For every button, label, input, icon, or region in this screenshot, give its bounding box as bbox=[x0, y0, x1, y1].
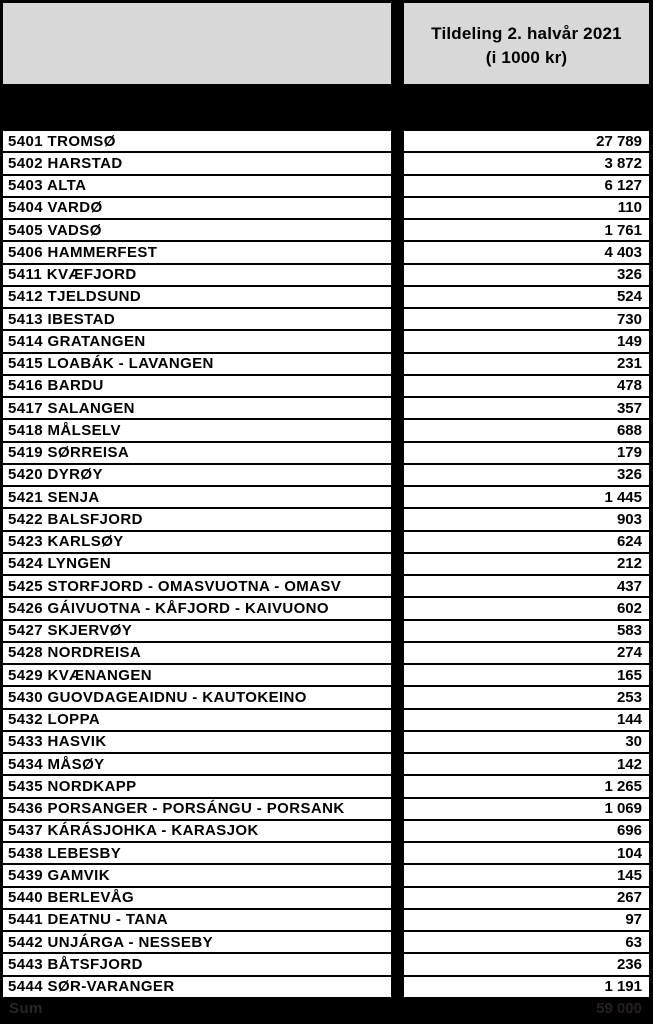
header-value-cell bbox=[404, 3, 649, 84]
value-cell: 1 761 bbox=[404, 220, 649, 240]
value-cell: 602 bbox=[404, 598, 649, 618]
column-divider bbox=[391, 532, 404, 552]
column-divider bbox=[391, 487, 404, 507]
column-divider bbox=[391, 398, 404, 418]
value-cell: 63 bbox=[404, 932, 649, 952]
table-row bbox=[3, 776, 649, 798]
municipality-cell: 5441 DEATNU - TANA bbox=[3, 910, 391, 930]
table-row bbox=[3, 509, 649, 531]
municipality-cell: 5429 KVÆNANGEN bbox=[3, 665, 391, 685]
table-row bbox=[3, 821, 649, 843]
municipality-cell: 5415 LOABÁK - LAVANGEN bbox=[3, 354, 391, 374]
table-row bbox=[3, 910, 649, 932]
separator-band bbox=[3, 84, 649, 131]
municipality-cell: 5427 SKJERVØY bbox=[3, 621, 391, 641]
municipality-cell: 5418 MÅLSELV bbox=[3, 420, 391, 440]
municipality-cell: 5413 IBESTAD bbox=[3, 309, 391, 329]
column-divider bbox=[391, 865, 404, 885]
column-divider bbox=[391, 309, 404, 329]
table-row bbox=[3, 398, 649, 420]
table-row bbox=[3, 487, 649, 509]
value-cell: 326 bbox=[404, 465, 649, 485]
table-row bbox=[3, 977, 649, 997]
municipality-cell: 5444 SØR-VARANGER bbox=[3, 977, 391, 997]
value-cell: 583 bbox=[404, 621, 649, 641]
column-divider bbox=[391, 198, 404, 218]
municipality-cell: 5442 UNJÁRGA - NESSEBY bbox=[3, 932, 391, 952]
column-divider bbox=[391, 732, 404, 752]
column-divider bbox=[391, 242, 404, 262]
municipality-cell: 5430 GUOVDAGEAIDNU - KAUTOKEINO bbox=[3, 687, 391, 707]
column-divider bbox=[391, 131, 404, 151]
column-divider bbox=[391, 354, 404, 374]
table-row bbox=[3, 242, 649, 264]
municipality-cell: 5417 SALANGEN bbox=[3, 398, 391, 418]
value-cell: 142 bbox=[404, 754, 649, 774]
table-row bbox=[3, 198, 649, 220]
value-cell: 267 bbox=[404, 888, 649, 908]
column-divider bbox=[391, 331, 404, 351]
value-cell: 1 265 bbox=[404, 776, 649, 796]
value-cell: 236 bbox=[404, 954, 649, 974]
value-cell: 730 bbox=[404, 309, 649, 329]
table-row bbox=[3, 665, 649, 687]
table-row bbox=[3, 888, 649, 910]
value-cell: 478 bbox=[404, 376, 649, 396]
value-cell: 524 bbox=[404, 287, 649, 307]
municipality-cell: 5416 BARDU bbox=[3, 376, 391, 396]
value-cell: 110 bbox=[404, 198, 649, 218]
column-divider bbox=[391, 665, 404, 685]
municipality-cell: 5435 NORDKAPP bbox=[3, 776, 391, 796]
column-divider bbox=[391, 509, 404, 529]
table-row bbox=[3, 176, 649, 198]
municipality-cell: 5424 LYNGEN bbox=[3, 554, 391, 574]
column-divider bbox=[391, 265, 404, 285]
municipality-cell: 5406 HAMMERFEST bbox=[3, 242, 391, 262]
table-row bbox=[3, 554, 649, 576]
table-row bbox=[3, 309, 649, 331]
table-row bbox=[3, 932, 649, 954]
value-cell: 1 191 bbox=[404, 977, 649, 997]
table-row bbox=[3, 621, 649, 643]
table-row bbox=[3, 687, 649, 709]
municipality-cell: 5419 SØRREISA bbox=[3, 443, 391, 463]
column-divider bbox=[391, 687, 404, 707]
value-cell: 688 bbox=[404, 420, 649, 440]
sum-row bbox=[3, 997, 649, 1024]
municipality-cell: 5402 HARSTAD bbox=[3, 153, 391, 173]
value-cell: 253 bbox=[404, 687, 649, 707]
table-row bbox=[3, 843, 649, 865]
table-row bbox=[3, 287, 649, 309]
column-divider bbox=[391, 710, 404, 730]
value-cell: 903 bbox=[404, 509, 649, 529]
municipality-cell: 5443 BÅTSFJORD bbox=[3, 954, 391, 974]
value-cell: 104 bbox=[404, 843, 649, 863]
table-row bbox=[3, 598, 649, 620]
value-cell: 179 bbox=[404, 443, 649, 463]
municipality-cell: 5403 ALTA bbox=[3, 176, 391, 196]
column-divider bbox=[391, 932, 404, 952]
column-divider bbox=[391, 954, 404, 974]
value-cell: 149 bbox=[404, 331, 649, 351]
municipality-cell: 5434 MÅSØY bbox=[3, 754, 391, 774]
table-row bbox=[3, 376, 649, 398]
value-cell: 27 789 bbox=[404, 131, 649, 151]
value-cell: 3 872 bbox=[404, 153, 649, 173]
municipality-cell: 5423 KARLSØY bbox=[3, 532, 391, 552]
column-divider bbox=[391, 554, 404, 574]
table-row bbox=[3, 265, 649, 287]
column-divider bbox=[391, 176, 404, 196]
municipality-cell: 5438 LEBESBY bbox=[3, 843, 391, 863]
value-cell: 212 bbox=[404, 554, 649, 574]
column-divider bbox=[391, 799, 404, 819]
column-divider bbox=[391, 643, 404, 663]
value-cell: 1 069 bbox=[404, 799, 649, 819]
sum-label: Sum bbox=[9, 1000, 43, 1017]
value-cell: 696 bbox=[404, 821, 649, 841]
table-row bbox=[3, 865, 649, 887]
value-cell: 97 bbox=[404, 910, 649, 930]
municipality-cell: 5437 KÁRÁSJOHKA - KARASJOK bbox=[3, 821, 391, 841]
value-cell: 6 127 bbox=[404, 176, 649, 196]
column-divider bbox=[391, 376, 404, 396]
municipality-cell: 5440 BERLEVÅG bbox=[3, 888, 391, 908]
value-cell: 624 bbox=[404, 532, 649, 552]
table-row bbox=[3, 576, 649, 598]
table-header-row bbox=[3, 3, 649, 84]
header-municipality-cell bbox=[3, 3, 391, 84]
municipality-cell: 5404 VARDØ bbox=[3, 198, 391, 218]
municipality-cell: 5412 TJELDSUND bbox=[3, 287, 391, 307]
table-row bbox=[3, 220, 649, 242]
column-divider bbox=[391, 910, 404, 930]
table-row bbox=[3, 131, 649, 153]
column-divider bbox=[391, 576, 404, 596]
table-body bbox=[3, 131, 649, 997]
column-divider bbox=[391, 821, 404, 841]
municipality-cell: 5432 LOPPA bbox=[3, 710, 391, 730]
column-divider bbox=[391, 621, 404, 641]
municipality-cell: 5411 KVÆFJORD bbox=[3, 265, 391, 285]
column-divider bbox=[391, 888, 404, 908]
value-cell: 165 bbox=[404, 665, 649, 685]
municipality-cell: 5405 VADSØ bbox=[3, 220, 391, 240]
municipality-cell: 5414 GRATANGEN bbox=[3, 331, 391, 351]
table-row bbox=[3, 354, 649, 376]
column-divider bbox=[391, 977, 404, 997]
municipality-cell: 5433 HASVIK bbox=[3, 732, 391, 752]
value-cell: 231 bbox=[404, 354, 649, 374]
table-row bbox=[3, 153, 649, 175]
column-divider bbox=[391, 220, 404, 240]
municipality-cell: 5426 GÁIVUOTNA - KÅFJORD - KAIVUONO bbox=[3, 598, 391, 618]
column-divider bbox=[391, 598, 404, 618]
value-cell: 326 bbox=[404, 265, 649, 285]
table-row bbox=[3, 331, 649, 353]
column-divider bbox=[391, 153, 404, 173]
table-row bbox=[3, 532, 649, 554]
column-divider bbox=[391, 3, 404, 84]
table-row bbox=[3, 799, 649, 821]
value-cell: 4 403 bbox=[404, 242, 649, 262]
header-title-line1: Tildeling 2. halvår 2021 bbox=[431, 23, 622, 43]
column-divider bbox=[391, 465, 404, 485]
value-cell: 1 445 bbox=[404, 487, 649, 507]
header-title-line2: (i 1000 kr) bbox=[485, 47, 568, 67]
table-row bbox=[3, 710, 649, 732]
value-cell: 437 bbox=[404, 576, 649, 596]
table-row bbox=[3, 443, 649, 465]
column-divider bbox=[391, 443, 404, 463]
municipality-cell: 5420 DYRØY bbox=[3, 465, 391, 485]
column-divider bbox=[391, 420, 404, 440]
column-divider bbox=[391, 287, 404, 307]
municipality-cell: 5436 PORSANGER - PORSÁNGU - PORSANK bbox=[3, 799, 391, 819]
table-row bbox=[3, 954, 649, 976]
municipality-cell: 5428 NORDREISA bbox=[3, 643, 391, 663]
value-cell: 30 bbox=[404, 732, 649, 752]
column-divider bbox=[391, 843, 404, 863]
municipality-cell: 5421 SENJA bbox=[3, 487, 391, 507]
municipality-cell: 5422 BALSFJORD bbox=[3, 509, 391, 529]
table-row bbox=[3, 754, 649, 776]
municipality-cell: 5401 TROMSØ bbox=[3, 131, 391, 151]
municipality-cell: 5425 STORFJORD - OMASVUOTNA - OMASV bbox=[3, 576, 391, 596]
table-row bbox=[3, 420, 649, 442]
municipality-cell: 5439 GAMVIK bbox=[3, 865, 391, 885]
value-cell: 274 bbox=[404, 643, 649, 663]
table-row bbox=[3, 732, 649, 754]
column-divider bbox=[391, 754, 404, 774]
value-cell: 145 bbox=[404, 865, 649, 885]
table-row bbox=[3, 643, 649, 665]
column-divider bbox=[391, 776, 404, 796]
sum-total-value: 59 000 bbox=[596, 1000, 642, 1017]
value-cell: 357 bbox=[404, 398, 649, 418]
value-cell: 144 bbox=[404, 710, 649, 730]
table-row bbox=[3, 465, 649, 487]
